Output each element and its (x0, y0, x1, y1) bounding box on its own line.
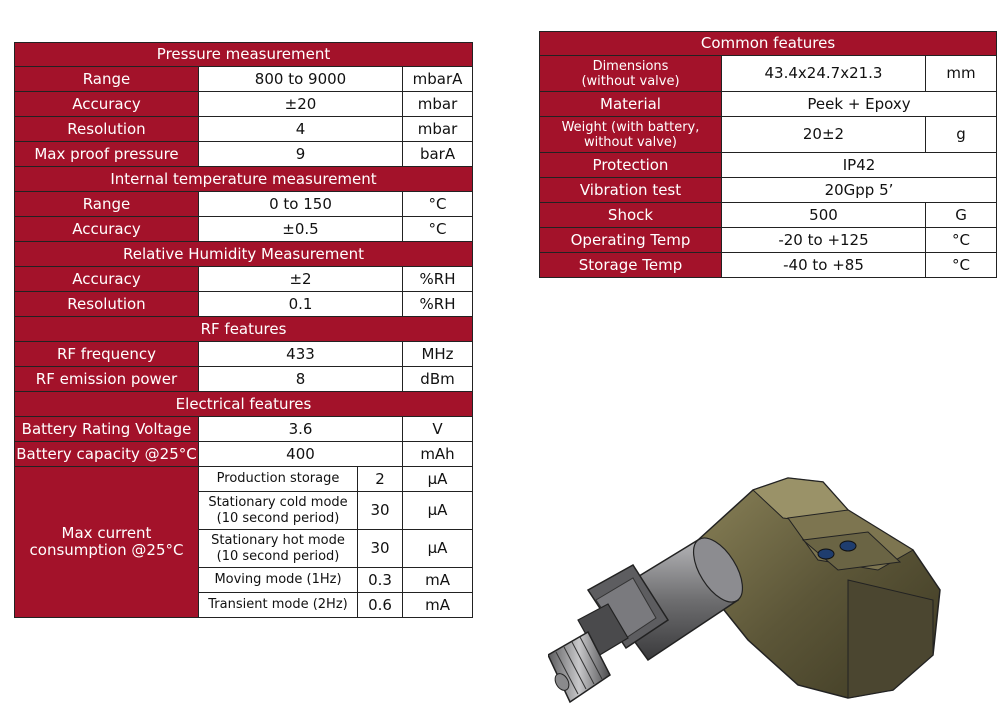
mode-production-storage: Production storage (199, 467, 358, 492)
shock-unit: G (926, 203, 997, 228)
pressure-range-value: 800 to 9000 (199, 67, 403, 92)
humidity-resolution-value: 0.1 (199, 292, 403, 317)
battery-capacity-value: 400 (199, 442, 403, 467)
mode-stationary-cold-value: 30 (358, 492, 403, 530)
shock-label: Shock (540, 203, 722, 228)
pressure-header: Pressure measurement (15, 43, 473, 67)
pressure-range-label: Range (15, 67, 199, 92)
humidity-header: Relative Humidity Measurement (15, 242, 473, 267)
pressure-accuracy-unit: mbar (403, 92, 473, 117)
battery-voltage-unit: V (403, 417, 473, 442)
humidity-accuracy-label: Accuracy (15, 267, 199, 292)
weight-label: Weight (with battery, without valve) (540, 117, 722, 153)
electrical-header: Electrical features (15, 392, 473, 417)
rf-frequency-unit: MHz (403, 342, 473, 367)
pressure-proof-value: 9 (199, 142, 403, 167)
protection-label: Protection (540, 153, 722, 178)
mode-stationary-hot: Stationary hot mode (10 second period) (199, 530, 358, 568)
mode-transient-unit: mA (403, 593, 473, 618)
mode-production-storage-unit: µA (403, 467, 473, 492)
rf-power-value: 8 (199, 367, 403, 392)
mode-transient-value: 0.6 (358, 593, 403, 618)
max-current-label: Max current consumption @25°C (15, 467, 199, 618)
pressure-resolution-label: Resolution (15, 117, 199, 142)
common-features-header: Common features (540, 32, 997, 56)
mode-moving-value: 0.3 (358, 568, 403, 593)
pressure-range-unit: mbarA (403, 67, 473, 92)
dimensions-label: Dimensions (without valve) (540, 56, 722, 92)
weight-value: 20±2 (722, 117, 926, 153)
temperature-range-label: Range (15, 192, 199, 217)
battery-voltage-label: Battery Rating Voltage (15, 417, 199, 442)
storage-temp-label: Storage Temp (540, 253, 722, 278)
operating-temp-label: Operating Temp (540, 228, 722, 253)
operating-temp-unit: °C (926, 228, 997, 253)
temperature-accuracy-label: Accuracy (15, 217, 199, 242)
pressure-resolution-unit: mbar (403, 117, 473, 142)
temperature-range-unit: °C (403, 192, 473, 217)
temperature-accuracy-unit: °C (403, 217, 473, 242)
mode-production-storage-value: 2 (358, 467, 403, 492)
rf-power-label: RF emission power (15, 367, 199, 392)
humidity-resolution-unit: %RH (403, 292, 473, 317)
temperature-range-value: 0 to 150 (199, 192, 403, 217)
weight-unit: g (926, 117, 997, 153)
mode-stationary-cold-unit: µA (403, 492, 473, 530)
specs-table-left (14, 42, 473, 618)
storage-temp-unit: °C (926, 253, 997, 278)
dimensions-value: 43.4x24.7x21.3 (722, 56, 926, 92)
specs-table-right (539, 31, 997, 278)
battery-capacity-label: Battery capacity @25°C (15, 442, 199, 467)
mode-stationary-hot-value: 30 (358, 530, 403, 568)
humidity-resolution-label: Resolution (15, 292, 199, 317)
mode-moving: Moving mode (1Hz) (199, 568, 358, 593)
rf-header: RF features (15, 317, 473, 342)
mode-stationary-hot-unit: µA (403, 530, 473, 568)
rf-power-unit: dBm (403, 367, 473, 392)
battery-capacity-unit: mAh (403, 442, 473, 467)
vibration-value: 20Gpp 5’ (722, 178, 997, 203)
temperature-accuracy-value: ±0.5 (199, 217, 403, 242)
shock-value: 500 (722, 203, 926, 228)
material-label: Material (540, 92, 722, 117)
dimensions-unit: mm (926, 56, 997, 92)
battery-voltage-value: 3.6 (199, 417, 403, 442)
humidity-accuracy-unit: %RH (403, 267, 473, 292)
mode-moving-unit: mA (403, 568, 473, 593)
humidity-accuracy-value: ±2 (199, 267, 403, 292)
mode-transient: Transient mode (2Hz) (199, 593, 358, 618)
rf-frequency-label: RF frequency (15, 342, 199, 367)
pressure-proof-unit: barA (403, 142, 473, 167)
vibration-label: Vibration test (540, 178, 722, 203)
pressure-accuracy-value: ±20 (199, 92, 403, 117)
operating-temp-value: -20 to +125 (722, 228, 926, 253)
material-value: Peek + Epoxy (722, 92, 997, 117)
storage-temp-value: -40 to +85 (722, 253, 926, 278)
tpms-sensor-image (548, 470, 1000, 718)
mode-stationary-cold: Stationary cold mode (10 second period) (199, 492, 358, 530)
pressure-accuracy-label: Accuracy (15, 92, 199, 117)
protection-value: IP42 (722, 153, 997, 178)
temperature-header: Internal temperature measurement (15, 167, 473, 192)
pressure-resolution-value: 4 (199, 117, 403, 142)
rf-frequency-value: 433 (199, 342, 403, 367)
pressure-proof-label: Max proof pressure (15, 142, 199, 167)
